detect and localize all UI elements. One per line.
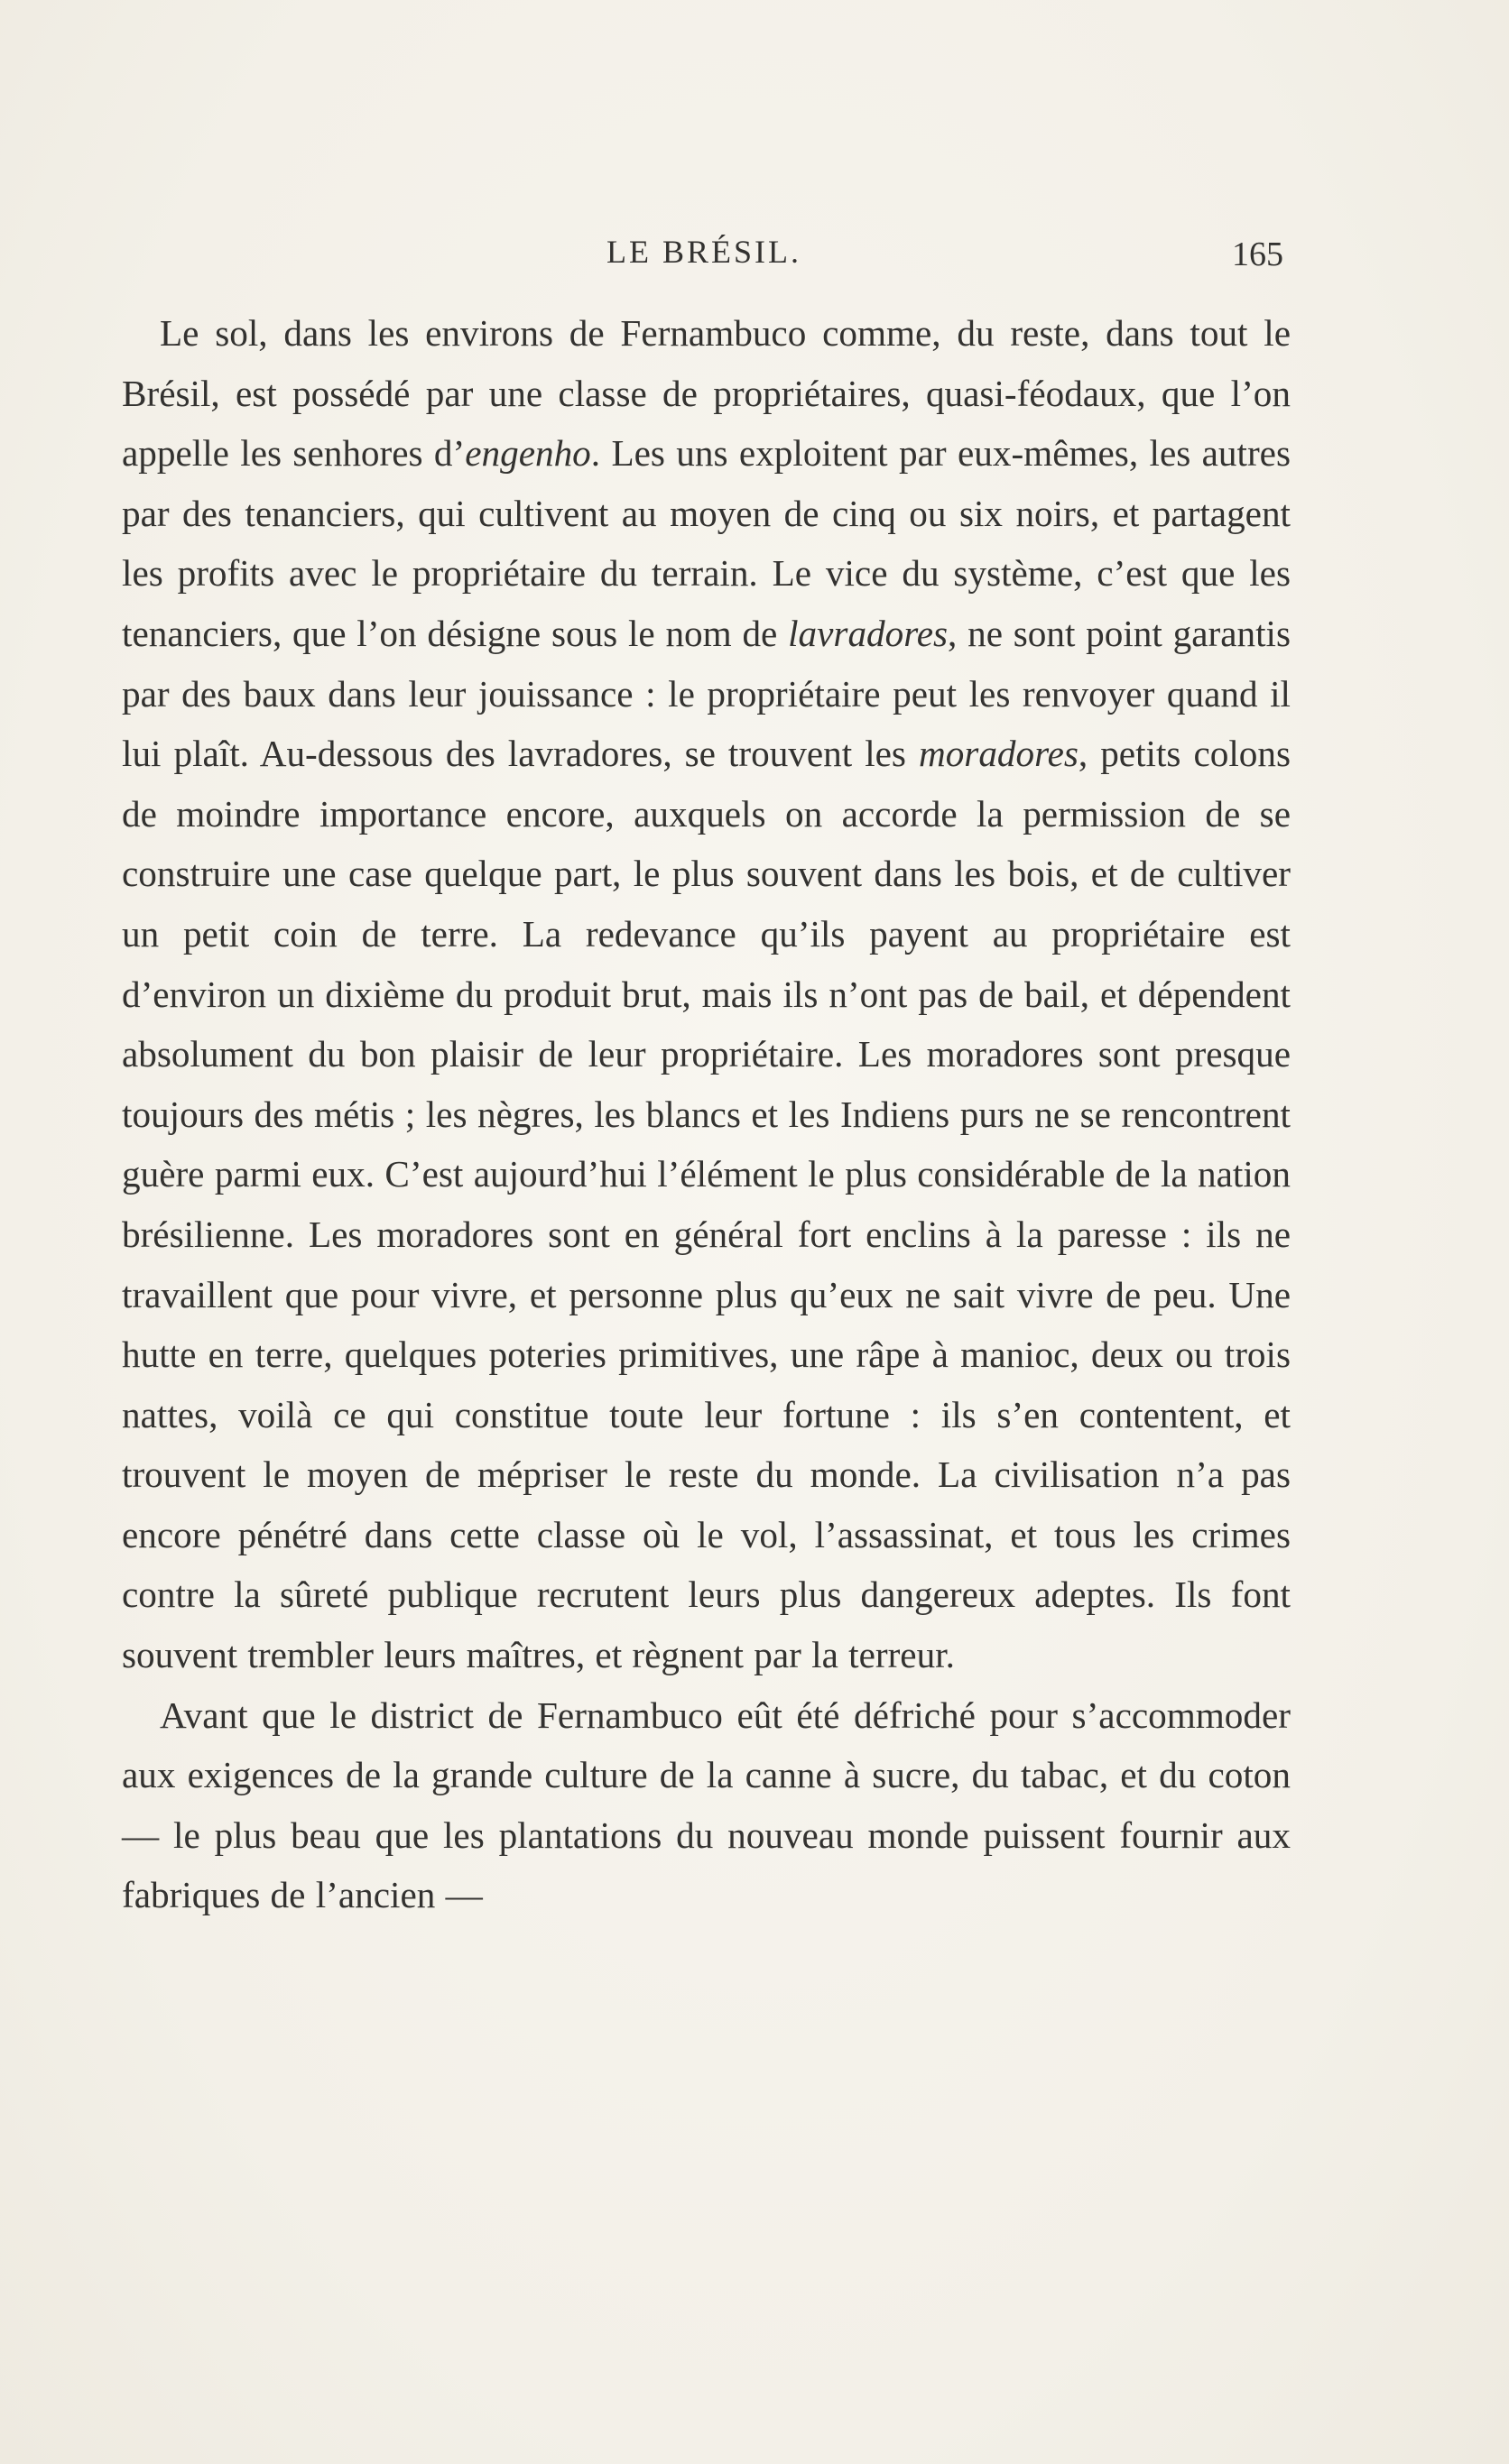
text-segment: Le sol, dans les environs de Fernambuco comme, du reste, dans tout le Brésil, est possédé par une classe de propriétaires, quasi-féodaux, que l’on appelle les senhores d’ [122,312,1291,475]
text-segment: Avant que le district de Fernambuco eût été défriché pour s’accommoder aux exigences de la grande culture de la canne à sucre, du tabac, et du coton — le plus beau que les plantations du nouveau monde puissent fournir aux fabriques de l’ancien — [122,1693,1291,1916]
page-number: 165 [1232,235,1283,273]
running-title: LE BRÉSIL. [606,234,801,270]
text-segment: , petits colons de moindre importance encore, auxquels on accorde la permission de se construire une case quelque part, le plus souvent dans les bois, et de cultiver un petit coin de terre. La redevance qu’ils payent au propriétaire est d’environ un dixième du produit brut, mais ils n’ont pas de bail, et dépendent absolument du bon plaisir de leur propriétaire. Les moradores sont presque toujours des métis ; les nègres, les blancs et les Indiens purs ne se rencontrent guère parmi eux. C’est aujourd’hui l’élément le plus considérable de la nation brésilienne. Les moradores sont en général fort enclins à la paresse : ils ne travaillent que pour vivre, et personne plus qu’eux ne sait vivre de peu. Une hutte en terre, quelques poteries primitives, une râpe à manioc, deux ou trois nattes, voilà ce qui constitue toute leur fortune : ils s’en contentent, et trouvent le moyen de mépriser le reste du monde. La civilisation n’a pas encore pénétré dans cette classe où le vol, l’assassinat, et tous les crimes contre la sûreté publique recrutent leurs plus dangereux adeptes. Ils font souvent trembler leurs maîtres, et règnent par la terreur. [122,733,1291,1676]
text-segment: . Les uns exploitent par eux-mêmes, les autres par des tenanciers, qui cultivent au moyen de cinq ou six noirs, et partagent les profits avec le propriétaire du terrain. Le vice du système, c’est que les tenanciers, que l’on désigne sous le nom de [122,432,1291,654]
italic-term-moradores: moradores [918,733,1079,775]
italic-term-lavradores: lavradores [788,612,949,654]
running-head [0,226,1509,280]
paragraph-1 [122,303,1291,1685]
italic-term-engenho: engenho [465,432,591,475]
body-text [122,303,1291,1925]
paragraph-2 [122,1685,1291,1925]
text-segment: , ne sont point garantis par des baux dans leur jouissance : le propriétaire peut les renvoyer quand il lui plaît. Au-dessous des lavradores, se trouvent les [122,612,1291,775]
